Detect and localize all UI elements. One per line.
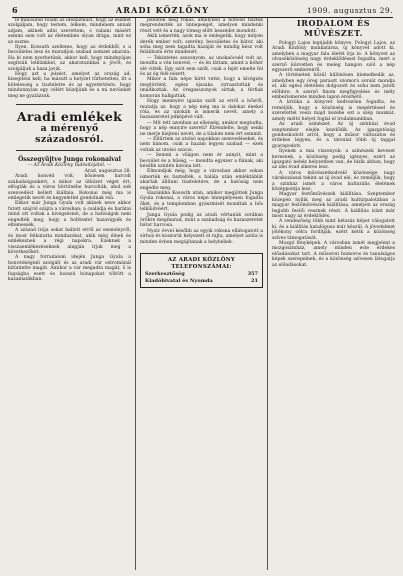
article-paragraph: A nagy forradalom idején Junga Gyula a honvédségnél szolgált és az aradi vár ostrománál kitüntette magát. Amikor a vár megadta magát, ő is fogságba esett és hosszú hónapokat töltött a kazamatákban. — [8, 255, 131, 282]
article-paragraph: Akik ismerték, azok ma is emlegetik, hogy milyen derék ember volt; szerény, becsületes és bátor, aki soha meg nem tagadta hazáját és mindig kész volt feláldozni érte mindenét. — [140, 34, 263, 56]
telephone-number: 21 — [251, 277, 258, 284]
column-divider — [267, 18, 268, 570]
article-paragraph: A rendezőség több mint kétszáz képet válogatott ki, és a kiállítás katalógusa már készül. A jövedelmet jótékony célra fordítják, ezért kérik a közönség szíves támogatását. — [272, 219, 395, 241]
article-paragraph: — Eltűrtem az utolsó napokban szenvedéseket, és nem bánom, csak a hazám legyen szabad — ezek voltak az utolsó szavai. — [140, 136, 263, 153]
article-paragraph: Ilyenek a mai viszonyok: a színészek keveset keresnek, a közönség pedig igényes, ezért az igazgató nehéz helyzetben van, de bízik abban, hogy az idei évad sikeres lesz. — [272, 149, 395, 171]
article-paragraph: jelentek meg rókás, amelyben a honvéd tisztek megrendezték az ünnepséget, amelyen mindenki részt vett és a nagy tömeg előtt beszédet mondott. — [140, 18, 263, 34]
telephone-box — [140, 253, 263, 288]
article-paragraph: — Mit tett azonban az ellenség, amikor megtudta, hogy a nép ennyire szereti? Elrendelte, hogy senki ne merje kiejteni nevét, de a tilalom nem ért semmit. — [140, 120, 263, 137]
article-paragraph: A város művészetkedvelő közönsége nagy várakozással tekint az új évad elé, és reméljük, hogy a színház ismét a város kulturális életének középpontja lesz. — [272, 170, 395, 192]
article-title-line1: Aradi emlékek — [16, 109, 123, 125]
telephone-number: 357 — [247, 271, 258, 278]
issue-date: 1909. augusztus 29. — [306, 5, 393, 15]
page-number: 6 — [12, 5, 19, 15]
telephone-row — [145, 278, 258, 285]
article-paragraph: A történetek közül különösen kiemelkedik az, amelyben egy öreg paraszt szomorú sorsát mondja el, aki egész életében dolgozott és soha nem jutott előbbre. A szerző finom megfigyelése és mély emberismerete minden lapon érezhető. — [272, 73, 395, 101]
article-paragraph: Magyar festőművészek kiállítása. Szeptember közepén nyílik meg az aradi kultúrpalotában a magyar festőművészek kiállítása, amelyen az ország legjobb festői vesznek részt. A kiállítás iránt már most nagy az érdeklődés. — [272, 192, 395, 219]
article-paragraph: Elmondjuk még, hogy a városban akkor sokan ismerték és tisztelték, s halála után emléktáblát akartak állítani tiszteletére, de a hatóság nem engedte meg. — [140, 169, 263, 191]
telephone-label: Szerkesztőség — [145, 271, 185, 278]
article-paragraph: Mozgó fényképek. A városban ismét megjelent a mozgószínház, amely minden este érdekes előadásokat tart. A műsoron humoros és tanulságos képek szerepelnek, és a közönség szívesen látogatja az előadásokat. — [272, 241, 395, 268]
article-paragraph: — Tekintetes asszonyom, az unokaöcséd volt az, mondta a vén honvéd, — és én láttam, amint a hóhér elé vitték. Egy szót sem szólt, csak a fejét emelte fel és az ég felé nézett. — [140, 55, 263, 78]
page-header — [12, 4, 393, 18]
article-paragraph: A kritika a könyvet kedvezően fogadta, és reméljük, hogy a közönség is megértéssel és szeretettel veszi majd kezébe ezt a szép munkát, amely méltó helyet foglal el irodalmunkban. — [272, 100, 395, 122]
article-paragraph: Mikor a falu népe hírét vette, hogy a kivégzés megtörtént, egész éjszaka virrasztottak és imádkoztak. Az öregasszonyok sírtak, a férfiak komoran hallgattak. — [140, 77, 263, 99]
article-paragraph: Hazánkba Kossuth után, amikor megjöttek Junga Gyula rokonai, a város népe ünnepélyesen fogadta őket, és a templomban gyászmisét mondtak a hős lelkiüdvéért. — [140, 191, 263, 213]
article-paragraph: le minosítsd rólam az idealizmust, hogy az eszmét szolgáljam, hogy testem, lelkem, mindenem annak adjam, akinek adni szerettem, s valami másért semmi sem volt az életemben olyan drága, mint ez az eszme. — [8, 18, 131, 45]
column-left — [8, 18, 131, 570]
article-byline: — Az Aradi Közlöny tudósítójától. — — [27, 163, 112, 169]
article-paragraph: Junga Gyula pedig az aradi vértanúk sorában örökre megmarad, mint a szabadság és hazaszeretet bátor harcosa. — [140, 212, 263, 229]
article-paragraph: Aradi honvéd volt, hősiesen harcolt szabadságunkért, s mikor az ütközet véget ért, elfogták és a város börtönébe hurcolták, ahol sok szenvedést kellett kiállnia. Rokonai még ma is emlegetik nevét és kegyelettel gondolnak reá. — [8, 174, 131, 201]
article-title — [8, 110, 131, 145]
article-paragraph: Hogy mennyire igazán szólt az erről a hősről, mutatja az, hogy a nép még ma is dalokat énekel róla, és az unokák is ismerik nevét, amely a hazaszeretet jelképévé vált. — [140, 99, 263, 121]
section-title: IRODALOM ÉS MŰVÉSZET. — [296, 18, 371, 38]
article-paragraph: Az aradi színészet. Az új színházi évad szeptember elején kezdődik. Az igazgatóság gondoskodott arról, hogy a műsor változatos és érdekes legyen, és a társulat több új taggal gyarapodott. — [272, 122, 395, 149]
article-dateline: Arad, augusztus 28. — [84, 168, 131, 174]
section-rule — [16, 150, 123, 151]
section-rule — [16, 104, 123, 105]
column-right — [272, 18, 395, 570]
column-divider — [135, 18, 136, 570]
article-subtitle: Összegyűjtve Junga rokonaival — [18, 156, 121, 164]
telephone-label: Kiadóhivatal és Nyomda — [145, 277, 213, 284]
article-title-line2: a mérenyő századosról. — [35, 123, 104, 146]
article-paragraph: Pologyi Lajos legújabb könyve. Pologyi Lajos, az Aradi Közlöny munkatársa, új könyvet adott ki, amelyben a magyar falu életét írja le. A könyvet az olvasóközönség nagy érdeklődéssel fogadta, mert a szerző közvetlen és meleg hangon szól a nép egyszerű embereiről. — [272, 41, 395, 74]
column-middle — [140, 18, 263, 570]
newspaper-name: ARADI KÖZLÖNY — [115, 5, 210, 15]
telephone-box-title: AZ ARADI KÖZLÖNY TELEFONSZÁMAI: — [167, 257, 236, 271]
article-paragraph: Ekkor már Junga Gyula volt akinek neve akkor futott szájról szájra a városban; a családja és barátai mind ott voltak a kivégzésnél, de a hatóságok nem engedték meg, hogy a holttestet hazavigyék és eltemessék. — [8, 201, 131, 228]
article-paragraph: Nyolc évvel később az egyik rokona ellátogatott a sírhoz és koszorút helyezett el rajta, amelyet azóta is minden évben megújítanak a helybeliek. — [140, 228, 263, 245]
article-paragraph: Ilyen, Kossuth szelleme, hogy az érdekből, s a becsületes lesz és maradjon szabad nemzet akarata. Ha ki nem nyerhetünk, akkor kell, hogy mindnyájan segítsük lelkünkkel, az akaratunkkal a jövőt, és szolgáljuk a haza javát. — [8, 45, 131, 72]
article-paragraph: A század írója sokat hallott erről az eseményről, és most felkutatta mindazokat, akik még élnek és emlékeznek a régi napokra. Ezeknek a visszaemlékezéseknek alapján írjuk meg a következőket. — [8, 228, 131, 255]
article-paragraph: — Semmi a világon nem ér annyit, mint a becsület és a hűség, — mondta egyszer a fiának, aki később szintén katona lett. — [140, 153, 263, 169]
article-paragraph: Hogy azt a jelzést, amelyet az ország ad, kisegíteni kell; ha másutt a helyzet tűrhetetlen, itt a kötelesség a tiszteletre és az egyetértésre, hogy mindannyian egy célért küzdjünk és a mi nevünket meg ne gyalázzuk. — [8, 72, 131, 99]
